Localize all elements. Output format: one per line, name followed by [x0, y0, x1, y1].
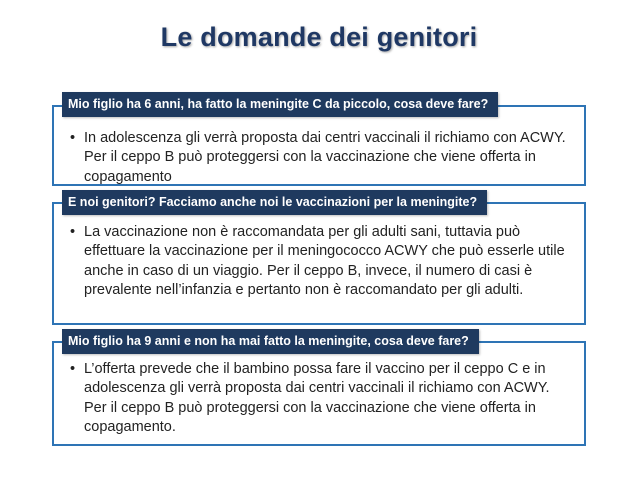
slide-title: Le domande dei genitori [160, 22, 478, 52]
answer-text-2: La vaccinazione non è raccomandata per gli adulti sani, tuttavia può effettuare la vaccinazione per il meningococco ACWY che può esserle utile anche in caso di un viaggio. Per il ceppo B, invece, il numero di casi è prevalente nell’infanzia e pertanto non è raccomandato per gli adulti. [84, 224, 565, 299]
question-header-1: Mio figlio ha 6 anni, ha fatto la meningite C da piccolo, cosa deve fare? [62, 92, 498, 117]
answer-item-1 [70, 129, 566, 187]
bullet-icon: • [70, 361, 76, 377]
answer-item-3 [70, 360, 566, 438]
question-header-2: E noi genitori? Facciamo anche noi le vaccinazioni per la meningite? [62, 190, 487, 215]
answer-text-1: In adolescenza gli verrà proposta dai centri vaccinali il richiamo con ACWY. Per il ceppo B può proteggersi con la vaccinazione che viene offerta in copagamento [84, 130, 566, 185]
question-header-3: Mio figlio ha 9 anni e non ha mai fatto la meningite, cosa deve fare? [62, 329, 479, 354]
qa-block-1 [52, 92, 586, 188]
answer-box-3 [52, 341, 586, 446]
answer-item-2 [70, 223, 566, 301]
bullet-icon: • [70, 224, 76, 240]
qa-block-2 [52, 190, 586, 326]
bullet-icon: • [70, 130, 76, 146]
answer-text-3: L’offerta prevede che il bambino possa fare il vaccino per il ceppo C e in adolescenza gli verrà proposta dai centri vaccinali il richiamo con ACWY. Per il ceppo B può proteggersi con la vaccinazione che viene offerta in copagamento. [84, 361, 550, 436]
answer-box-2 [52, 202, 586, 325]
answer-box-1 [52, 105, 586, 186]
qa-block-3 [52, 329, 586, 449]
